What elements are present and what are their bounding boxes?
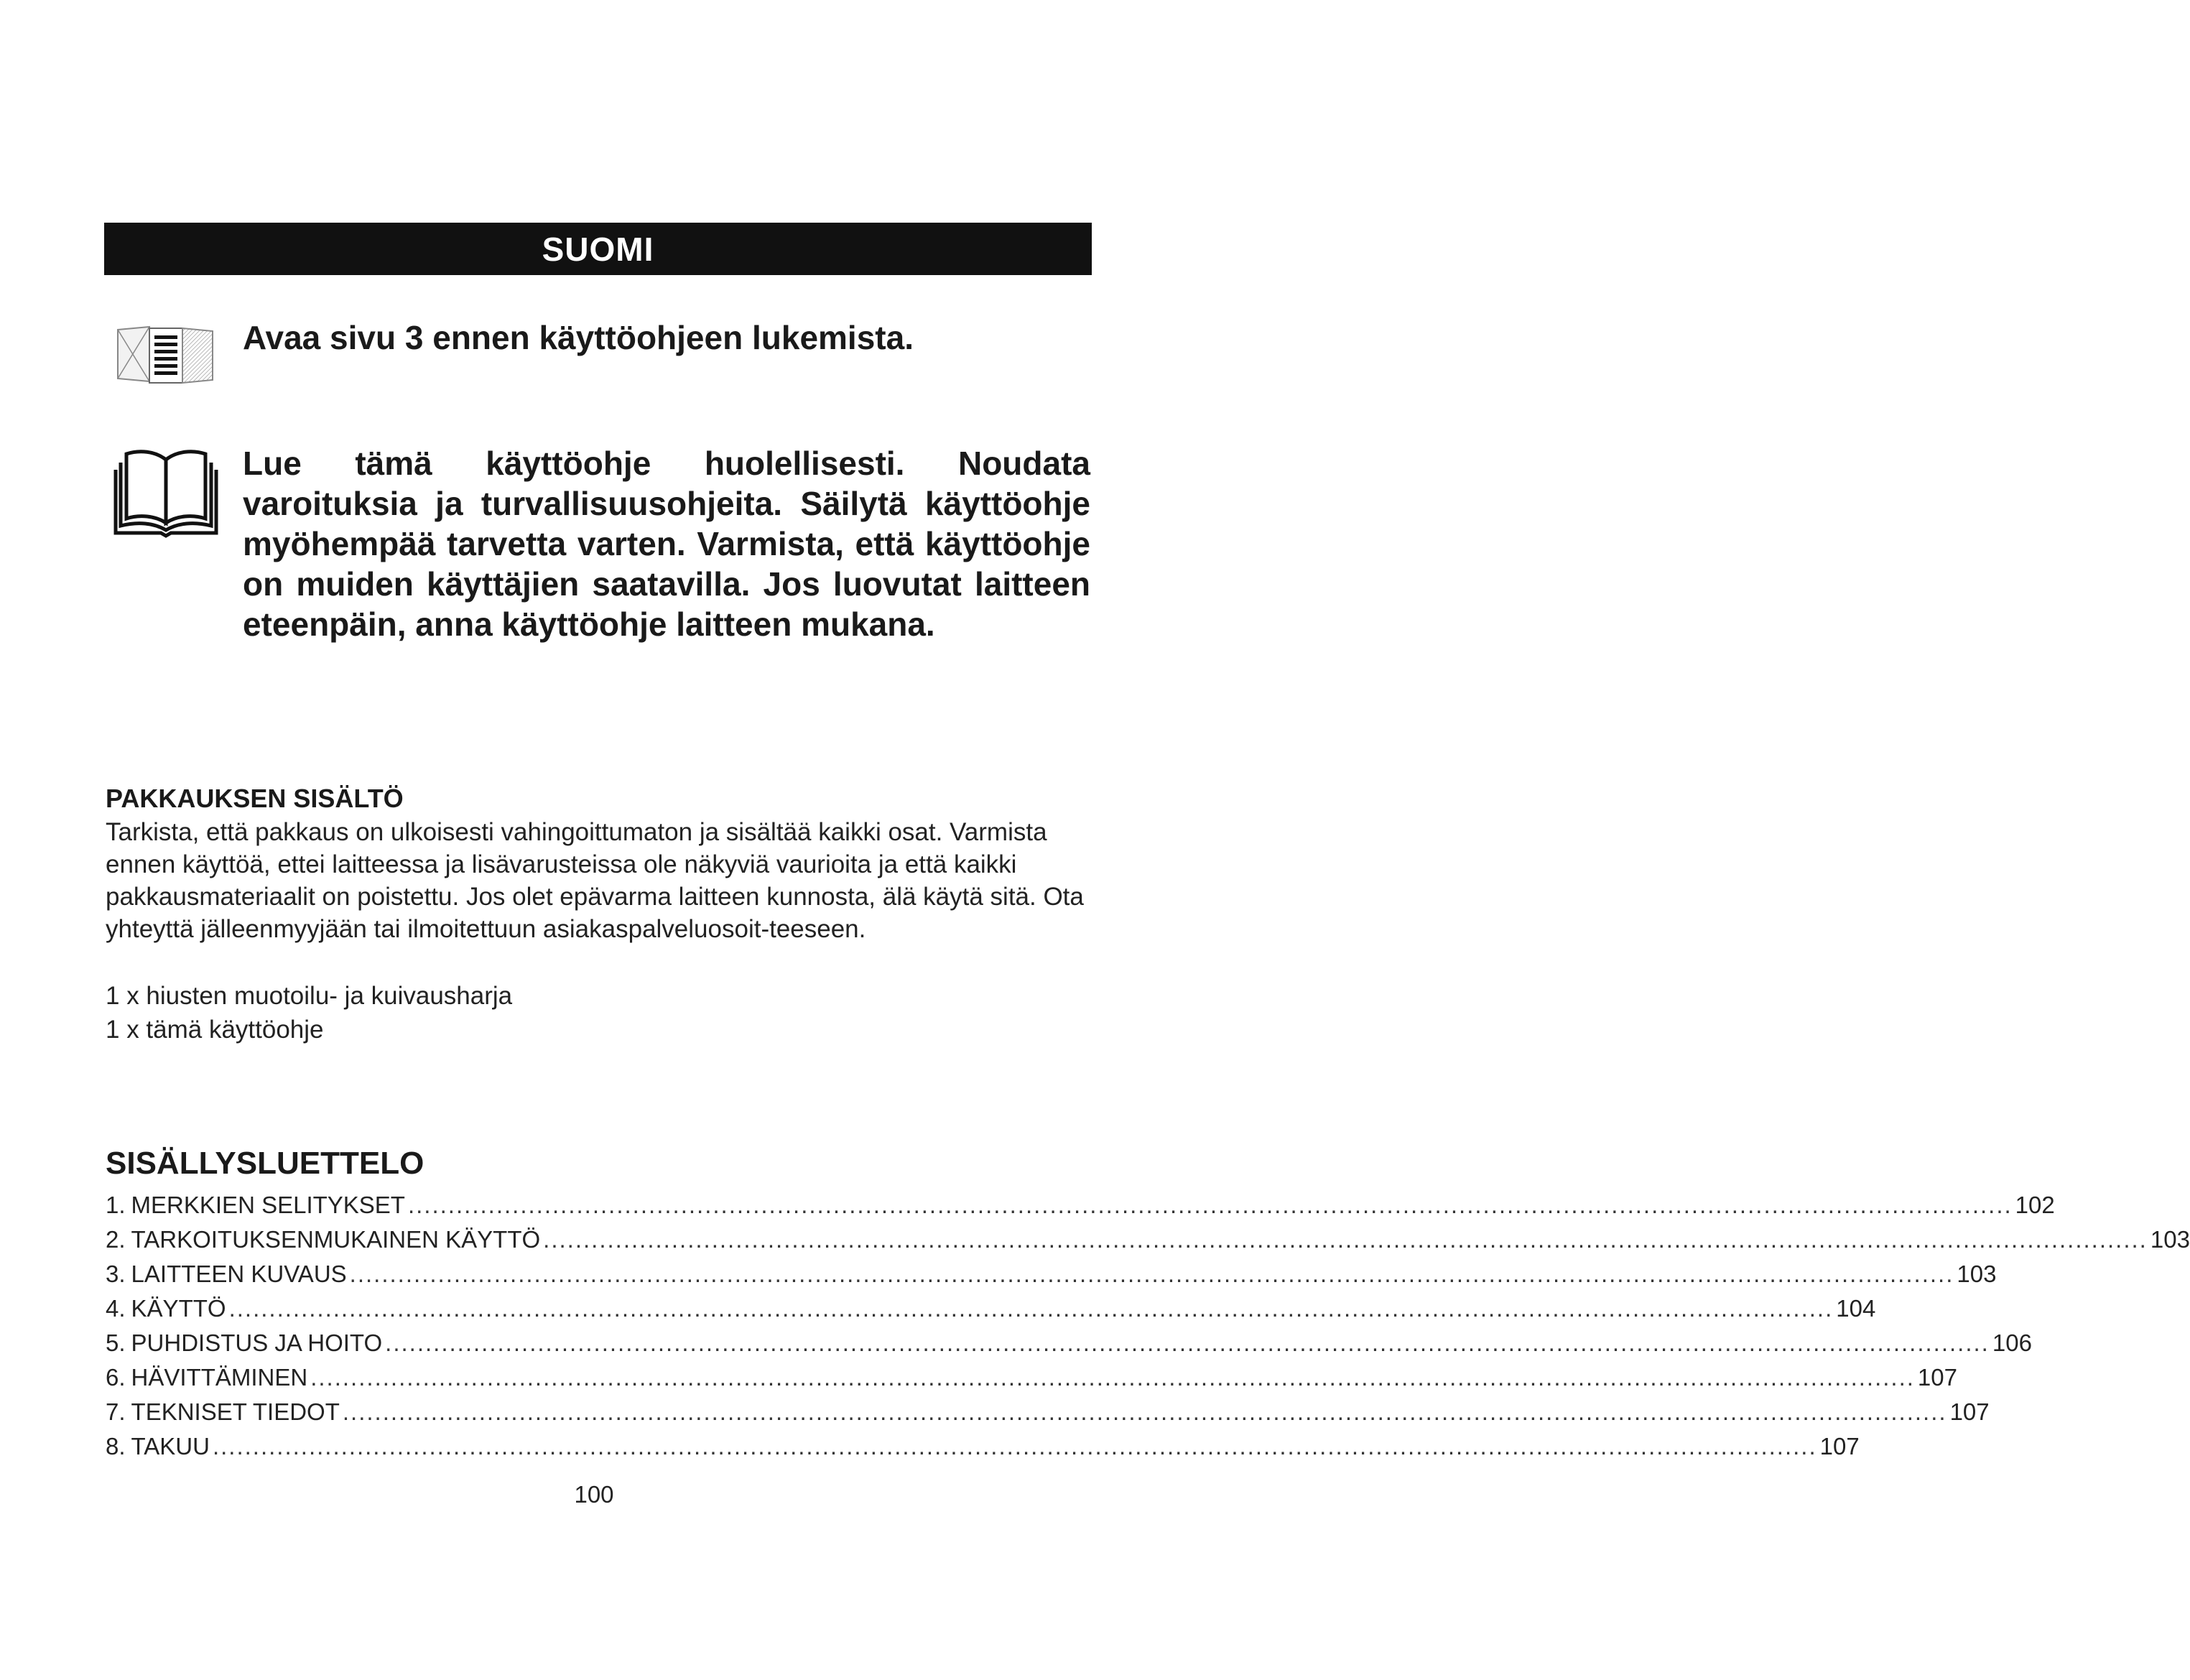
toc-entry-title: LAITTEEN KUVAUS: [131, 1261, 347, 1287]
toc-entry-number: 7.: [106, 1398, 126, 1425]
toc-leader-dots: ........................................................................................................................................................................................................: [385, 1329, 1990, 1356]
toc-entry: [106, 1360, 1957, 1395]
toc-entry-number: 5.: [106, 1329, 126, 1356]
toc-entry: [106, 1429, 1860, 1464]
toc-entry-title: PUHDISTUS JA HOITO: [131, 1329, 383, 1356]
toc-entry-page: 106: [1992, 1329, 2032, 1356]
package-contents-heading: PAKKAUKSEN SISÄLTÖ: [106, 784, 404, 813]
table-of-contents: [106, 1143, 2190, 1464]
toc-entry-title: TARKOITUKSENMUKAINEN KÄYTTÖ: [131, 1226, 541, 1253]
toc-entry-title: TEKNISET TIEDOT: [131, 1398, 340, 1425]
toc-entry-page: 107: [1949, 1398, 1990, 1425]
toc-entry-title: HÄVITTÄMINEN: [131, 1364, 308, 1391]
toc-entry-page: 103: [2150, 1226, 2190, 1253]
toc-entry-page: 107: [1917, 1364, 1957, 1391]
toc-entry-number: 6.: [106, 1364, 126, 1391]
toc-entry: [106, 1257, 1997, 1291]
toc-entry: [106, 1188, 2055, 1222]
toc-entry-number: 3.: [106, 1261, 126, 1287]
toc-leader-dots: ........................................................................................................................................................................................................: [342, 1398, 1947, 1425]
toc-entry: [106, 1291, 1876, 1326]
toc-heading: SISÄLLYSLUETTELO: [106, 1146, 424, 1181]
toc-leader-dots: ........................................................................................................................................................................................................: [349, 1261, 1954, 1287]
read-manual-notice: Lue tämä käyttöohje huolellisesti. Noudata varoituksia ja turvallisuusohjeita. Säilytä käyttöohje myöhempää tarvetta varten. Varmista, että käyttöohje on muiden käyttäjien saatavilla. Jos luovutat laitteen eteenpäin, anna käyttöohje laitteen mukana.: [243, 445, 1090, 643]
toc-leader-dots: ........................................................................................................................................................................................................: [407, 1192, 2013, 1218]
toc-entry-page: 104: [1836, 1295, 1876, 1322]
toc-entry: [106, 1222, 2190, 1257]
language-header-bar: [104, 223, 1092, 275]
toc-entry-number: 4.: [106, 1295, 126, 1322]
open-book-icon: [113, 447, 218, 537]
list-item: 1 x hiusten muotoilu- ja kuivausharja: [106, 982, 513, 1010]
toc-entry-page: 103: [1957, 1261, 1997, 1287]
package-items-list: [106, 979, 1093, 1046]
toc-leader-dots: ........................................................................................................................................................................................................: [212, 1433, 1817, 1459]
toc-leader-dots: ........................................................................................................................................................................................................: [228, 1295, 1834, 1322]
toc-entry-number: 2.: [106, 1226, 126, 1253]
toc-entry: [106, 1395, 1990, 1429]
toc-leader-dots: ........................................................................................................................................................................................................: [310, 1364, 1915, 1391]
page-number: 100: [574, 1481, 614, 1508]
toc-entry-page: 107: [1819, 1433, 1860, 1459]
toc-entry-title: MERKKIEN SELITYKSET: [131, 1192, 405, 1218]
open-page-notice: Avaa sivu 3 ennen käyttöohjeen lukemista.: [243, 319, 914, 356]
list-item: 1 x tämä käyttöohje: [106, 1016, 324, 1044]
toc-entry-title: TAKUU: [131, 1433, 210, 1459]
package-contents-section: [106, 783, 1093, 1046]
toc-leader-dots: ........................................................................................................................................................................................................: [543, 1226, 2148, 1253]
toc-entry-page: 102: [2015, 1192, 2055, 1218]
toc-entry: [106, 1326, 2032, 1360]
fold-out-pages-icon: [115, 325, 215, 384]
toc-entry-title: KÄYTTÖ: [131, 1295, 226, 1322]
package-contents-body: Tarkista, että pakkaus on ulkoisesti vahingoittumaton ja sisältää kaikki osat. Varmista ennen käyttöä, ettei laitteessa ja lisävarusteissa ole näkyviä vaurioita ja että kaikki pakkausmateriaalit on poistettu. Jos olet epävarma laitteen kunnosta, älä käytä sitä. Ota yhteyttä jälleenmyyjään tai ilmoitettuun asiakaspalveluosoit-teeseen.: [106, 818, 1084, 943]
language-title: SUOMI: [542, 230, 654, 268]
toc-entry-number: 8.: [106, 1433, 126, 1459]
toc-entry-number: 1.: [106, 1192, 126, 1218]
